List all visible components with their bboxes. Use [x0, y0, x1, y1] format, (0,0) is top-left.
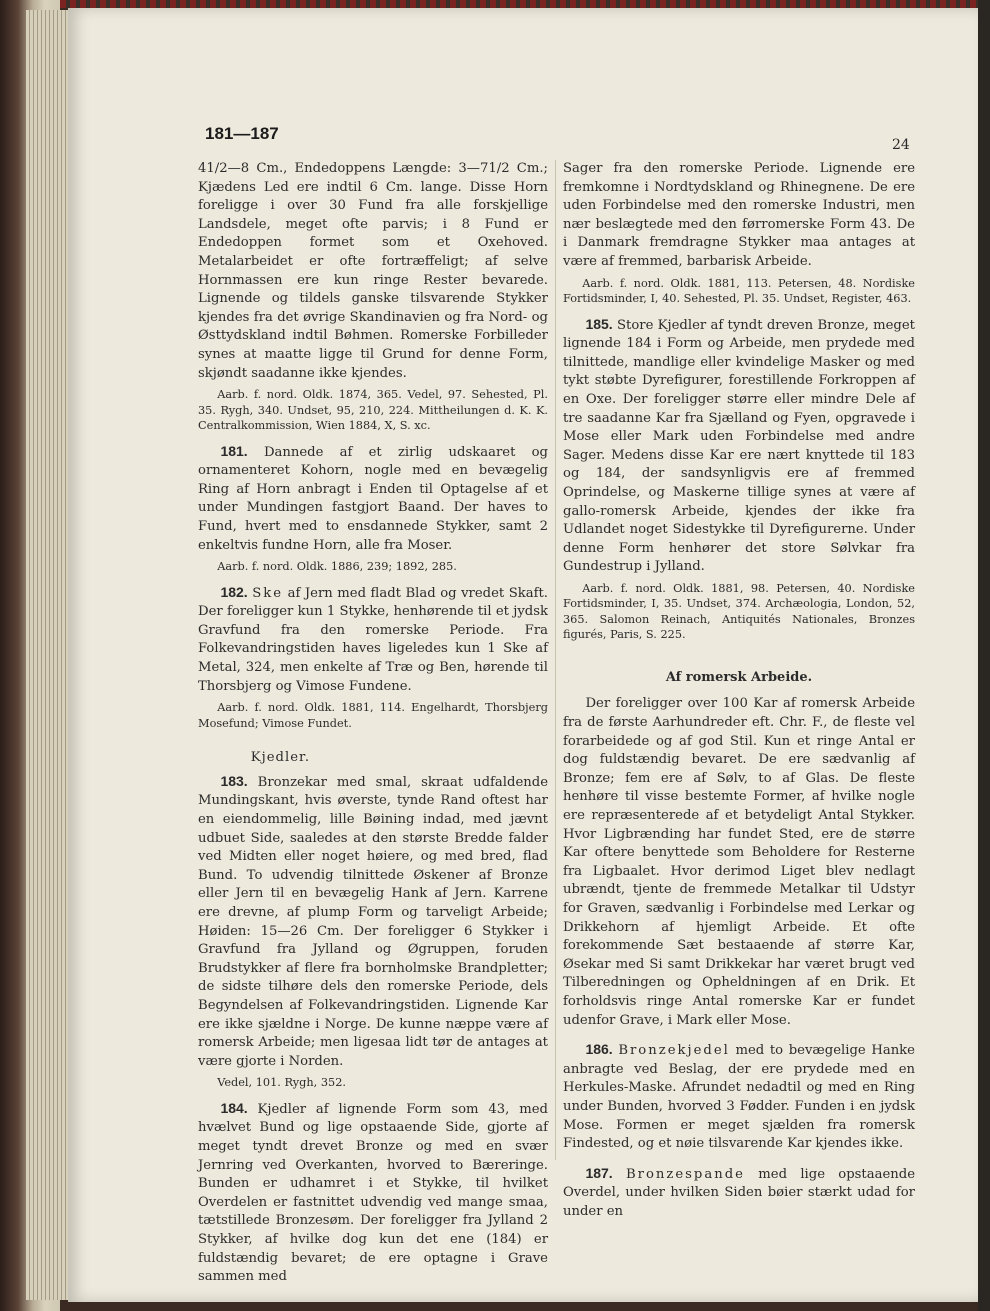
running-header-range: 181—187 [205, 124, 279, 143]
entry-number: 184. [220, 1099, 248, 1116]
entry-text: Store Kjedler af tyndt dreven Bronze, meget lignende 184 i Form og Arbeide, men prydede med tilnittede, mandlige eller kvindelige Masker og med tykt støbte Dyrefigurer, forestillende Forkroppen af en Oxe. Der foreligger større eller mindre Dele af tre saadanne Kar fra Sjælland og Fyen, opgravede i Mose eller Mark uden Forbindelse med andre Sager. Medens disse Kar ere nært knyttede til 183 og 184, der sandsynligvis ere af fremmed Oprindelse, og Maskerne tillige synes at være af gallo-romersk Arbeide, kjendes der ikke fra Udlandet noget Sidestykke til Dyrefigurerne. Under denne Form henhører det store Sølvkar fra Gundestrup i Jylland. [563, 317, 915, 575]
entry-text: af Jern med fladt Blad og vredet Skaft. Der foreligger kun 1 Stykke, henhørende til et jydsk Gravfund fra den romerske Periode. Fra Folkevandringstiden haves ligeledes kun 1 Ske af Metal, 324, men enkelte af Træ og Ben, hørende til Thorsbjerg og Vimose Fundene. [198, 585, 548, 694]
entry-keyword: Ske [252, 585, 284, 601]
binding-strip [60, 0, 990, 8]
entry-181 [198, 442, 548, 556]
entry-number: 182. [220, 583, 248, 600]
reference: Aarb. f. nord. Oldk. 1881, 113. Petersen, 48. Nordiske Fortidsminder, I, 40. Sehested, Pl. 35. Undset, Register, 463. [563, 276, 915, 306]
right-column [563, 160, 915, 1226]
entry-187 [563, 1164, 915, 1222]
entry-keyword: Bronzespande [625, 1166, 745, 1182]
reference: Aarb. f. nord. Oldk. 1881, 98. Petersen, 40. Nordiske Fortidsminder, I, 35. Undset, 374. Archæologia, London, 52, 365. Salomon Reinach, Antiquités Nationales, Bronzes figurés, Paris, S. 225. [563, 581, 915, 642]
paragraph: 41/2—8 Cm., Endedoppens Længde: 3—71/2 Cm.; Kjædens Led ere indtil 6 Cm. lange. Disse Horn foreligge i over 30 Fund fra alle forskjellige Landsdele, meget ofte parvis; i 8 Fund er Endedoppen formet som et Oxehoved. Metalarbeidet er ofte fortræffeligt; af selve Hornmassen ere kun ringe Rester bevarede. Lignende og tildels ganske tilsvarende Stykker kjendes fra det øvrige Skandinavien og fra Nord- og Østtydskland indtil Bøhmen. Romerske Forbilleder synes at maatte ligge til Grund for denne Form, skjøndt saadanne ikke kjendes. [198, 161, 548, 381]
section-heading: Af romersk Arbeide. [665, 669, 813, 685]
entry-keyword: Bronzekjedel [618, 1043, 730, 1059]
page-number: 24 [892, 137, 910, 153]
entry-text: med lige opstaaende Overdel, under hvilken Siden bøier stærkt udad for under en [563, 1166, 915, 1219]
reference: Aarb. f. nord. Oldk. 1881, 114. Engelhardt, Thorsbjerg Mosefund; Vimose Fundet. [198, 701, 548, 730]
entry-number: 186. [585, 1041, 613, 1058]
entry-186 [563, 1040, 915, 1154]
entry-185 [563, 315, 915, 577]
entry-182 [198, 583, 548, 697]
entry-text: med to bevægelige Hanke anbragte ved Beslag, der ere prydede med en Herkules-Maske. Afrundet nedadtil og med en Ring under Bunden, hvorved 3 Fødder. Funden i en jydsk Mose. Formen er meget sjælden fra romersk Findested, og et nøie tilsvarende Kar kjendes ikke. [563, 1043, 915, 1152]
paragraph: Sager fra den romerske Periode. Lignende ere fremkomne i Nordtydskland og Rhinegnene. De ere uden Forbindelse med den romerske Industri, men nær beslægtede med den førromerske Form 43. De i Danmark fremdragne Stykker maa antages at være af fremmed, barbarisk Arbeide. [563, 161, 915, 269]
paragraph: Der foreligger over 100 Kar af romersk Arbeide fra de første Aarhundreder eft. Chr. F., de fleste vel forarbeidede og af god Stil. Kun et ringe Antal er dog fuldstændig bevaret. De ere sædvanlig af Bronze; fem ere af Sølv, to af Glas. De fleste henhøre til visse bestemte Former, af hvilke nogle ere repræsenterede af et betydeligt Antal Stykker. Hvor Ligbrænding har fundet Sted, ere de større Kar oftere benyttede som Beholdere for Resterne fra Ligbaalet. Hvor derimod Liget blev nedlagt ubrændt, tjente de fremmede Metalkar til Udstyr for Graven, sædvanlig i Forbindelse med Lerkar og Drikkehorn af hjemligt Arbeide. Et ofte forekommende Sæt bestaaende af større Kar, Øsekar med Si samt Drikkekar har været brugt ved Tilberedningen og Opheldningen af en Drik. Et forholdsvis ringe Antal romerske Kar er fundet udenfor Grave, i Mark eller Mose. [563, 696, 915, 1028]
reference: Vedel, 101. Rygh, 352. [217, 1076, 346, 1090]
right-edge [978, 0, 990, 1311]
entry-text: Dannede af et zirlig udskaaret og ornamenteret Kohorn, nogle med en bevægelig Ring af Horn anbragt i Enden til Optagelse af et under Mundingen fastgjort Baand. Der haves to Fund, hvert med to ensdannede Stykker, samt 2 enkeltvis fundne Horn, alle fra Moser. [198, 444, 548, 553]
reference: Aarb. f. nord. Oldk. 1886, 239; 1892, 285. [217, 560, 457, 574]
entry-number: 187. [585, 1164, 613, 1181]
reference: Aarb. f. nord. Oldk. 1874, 365. Vedel, 97. Sehested, Pl. 35. Rygh, 340. Undset, 95, 210, 224. Mittheilungen d. K. K. Centralkommission, Wien 1884, X, S. xc. [198, 388, 548, 433]
entry-number: 181. [220, 442, 248, 459]
entry-184 [198, 1099, 548, 1287]
entry-183 [198, 772, 548, 1072]
left-column [198, 160, 548, 1291]
column-divider [555, 160, 556, 1160]
entry-text: Bronzekar med smal, skraat udfaldende Mundingskant, hvis øverste, tynde Rand oftest har en eiendommelig, lille Bøining indad, med jævnt udbuet Side, saaledes at den største Bredde falder ved Midten eller noget høiere, og med bred, flad Bund. To udvendig tilnittede Øskener af Bronze eller Jern til en bevægelig Hank af Jern. Karrene ere drevne, af plump Form og tarveligt Arbeide; Høiden: 15—26 Cm. Der foreligger 6 Stykker i Gravfund fra Jylland og Øgruppen, foruden Brudstykker af flere fra bornholmske Brandpletter; de sidste tilhøre dels den romerske Periode, dels Begyndelsen af Folkevandringstiden. Lignende Kar ere ikke sjældne i Norge. De kunne næppe være af romersk Arbeide; men ligesaa lidt tør de antages at være gjorte i Norden. [198, 774, 548, 1069]
entry-number: 183. [220, 772, 248, 789]
entry-number: 185. [585, 315, 613, 332]
section-heading: Kjedler. [250, 750, 311, 766]
entry-text: Kjedler af lignende Form som 43, med hvælvet Bund og lige opstaaende Side, gjorte af meget tyndt drevet Bronze og med en svær Jernring ved Overkanten, hvorved to Bæreringe. Bunden er udhamret i et Stykke, til hvilket Overdelen er fastnittet udvendig ved mange smaa, tætstillede Bronzesøm. Der foreligger fra Jylland 2 Stykker, af hvilke dog kun det ene (184) er fuldstændig bevaret; de ere optagne i Grave sammen med [198, 1101, 548, 1285]
